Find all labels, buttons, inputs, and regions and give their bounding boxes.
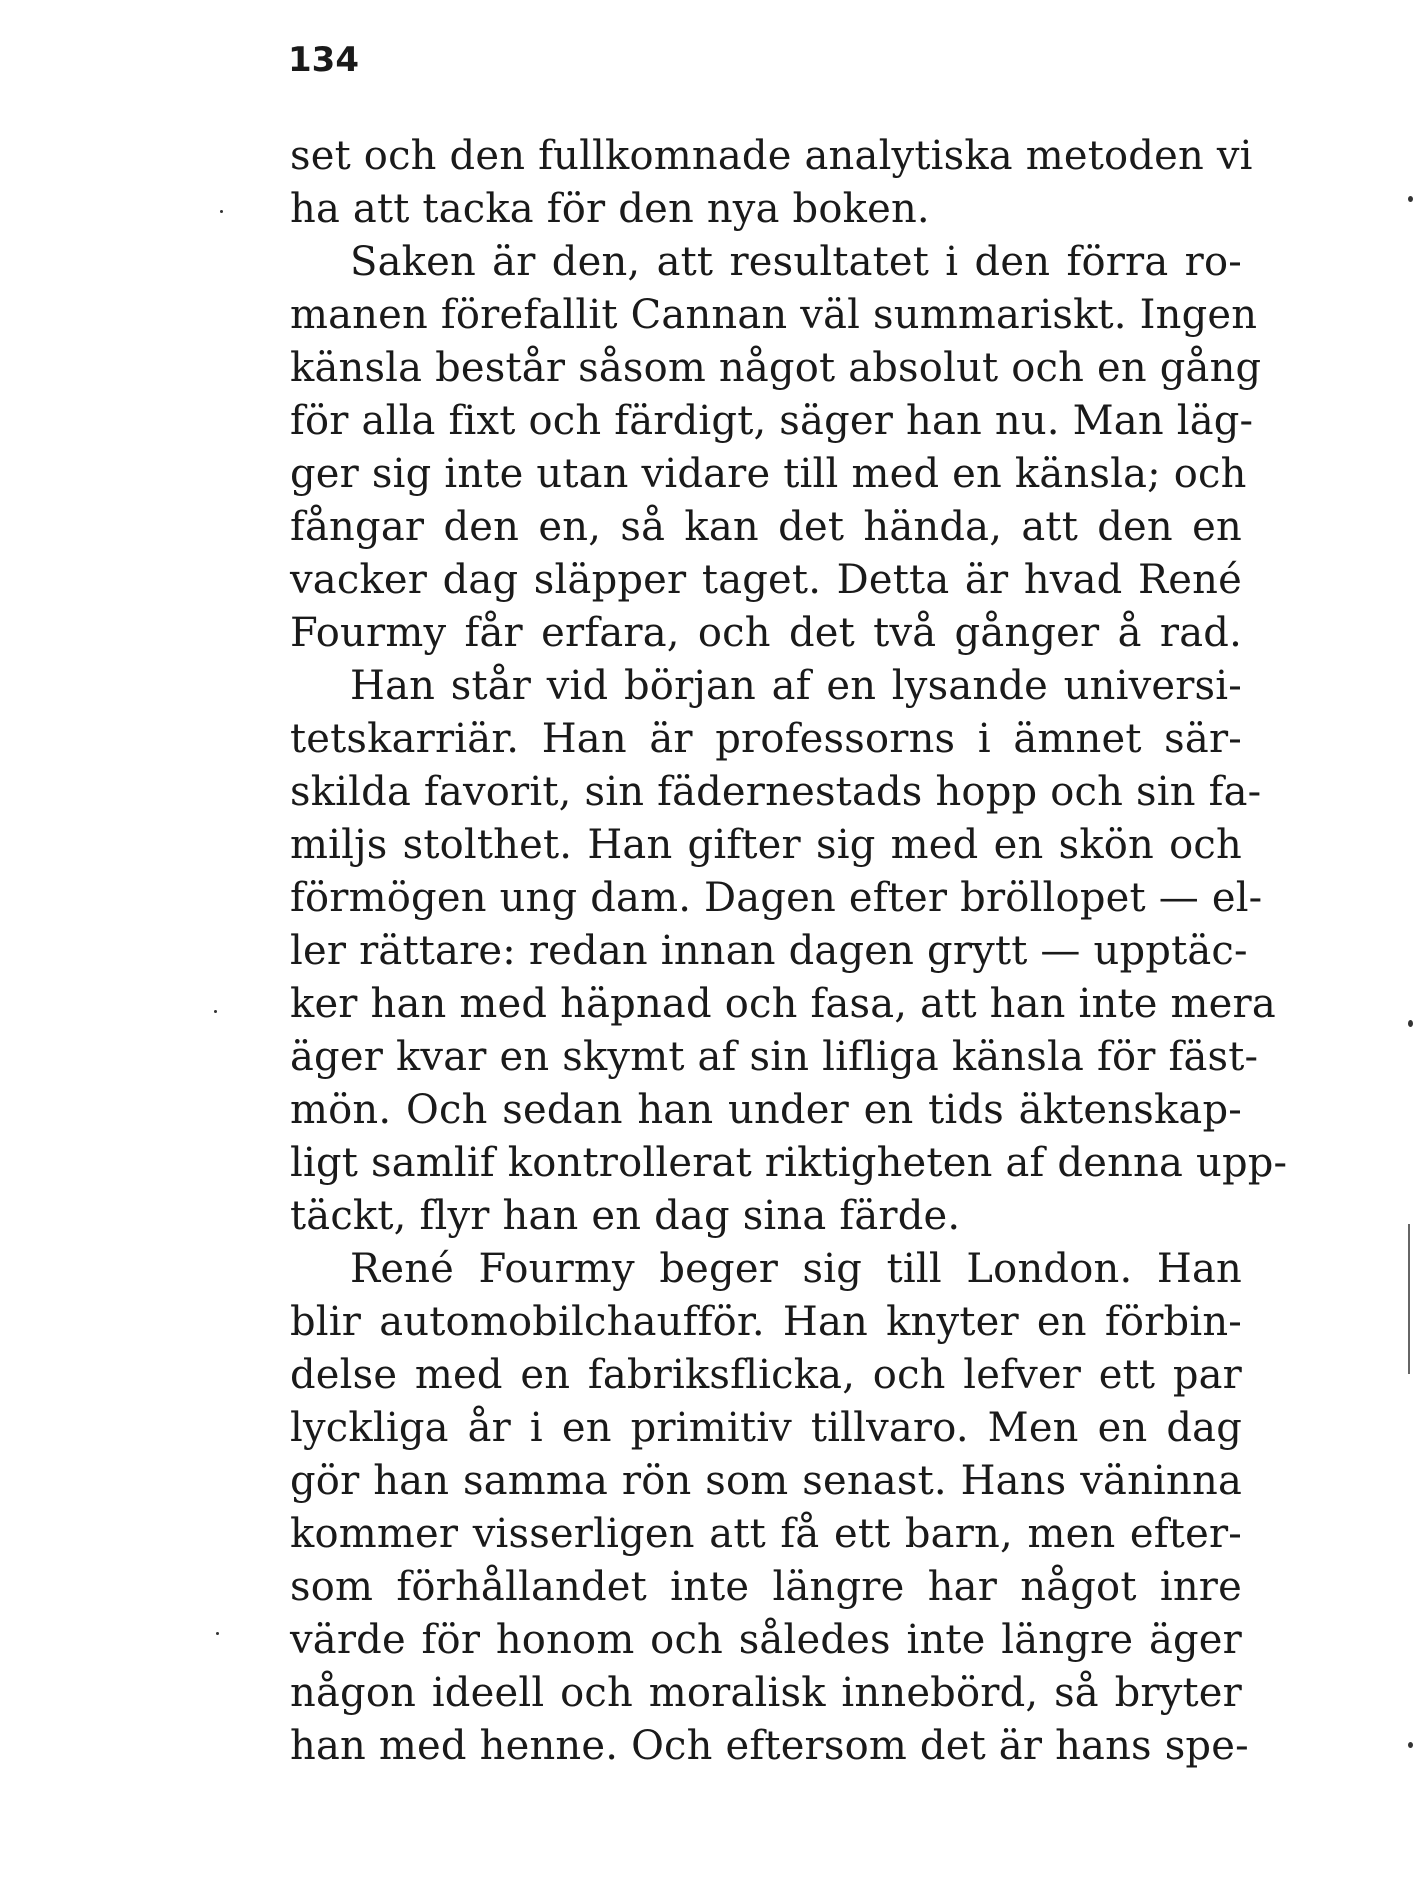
text-line: set och den fullkomnade analytiska metoden vi <box>290 133 1253 179</box>
text-line: äger kvar en skymt af sin lifliga känsla för fäst- <box>290 1034 1259 1080</box>
text-line: delse med en fabriksflicka, och lefver ett par <box>290 1352 1242 1398</box>
text-line: ha att tacka för den nya boken. <box>290 186 930 232</box>
text-line: lyckliga år i en primitiv tillvaro. Men en dag <box>290 1405 1242 1451</box>
scan-speck <box>214 1010 217 1013</box>
paragraph-start-line: René Fourmy beger sig till London. Han <box>350 1246 1242 1292</box>
text-line: gör han samma rön som senast. Hans väninna <box>290 1458 1242 1504</box>
text-line: vacker dag släpper taget. Detta är hvad René <box>290 557 1242 603</box>
text-line: ger sig inte utan vidare till med en känsla; och <box>290 451 1247 497</box>
scan-speck <box>1408 196 1413 202</box>
scan-speck <box>216 1632 219 1635</box>
text-line: tetskarriär. Han är professorns i ämnet sär- <box>290 716 1242 762</box>
scan-speck <box>1408 1742 1413 1748</box>
text-line: blir automobilchaufför. Han knyter en förbin- <box>290 1299 1242 1345</box>
scan-edge-mark <box>1408 1224 1410 1374</box>
text-line: för alla fixt och färdigt, säger han nu. Man läg- <box>290 398 1254 444</box>
text-line: ligt samlif kontrollerat riktigheten af denna upp- <box>290 1140 1288 1186</box>
page-number: 134 <box>288 40 359 80</box>
text-line: täckt, flyr han en dag sina färde. <box>290 1193 961 1239</box>
text-line: förmögen ung dam. Dagen efter bröllopet — el- <box>290 875 1263 921</box>
text-line: han med henne. Och eftersom det är hans spe- <box>290 1723 1249 1769</box>
text-line: miljs stolthet. Han gifter sig med en skön och <box>290 822 1242 868</box>
text-line: manen förefallit Cannan väl summariskt. Ingen <box>290 292 1258 338</box>
text-line: som förhållandet inte längre har något inre <box>290 1564 1242 1610</box>
text-line: känsla består såsom något absolut och en gång <box>290 345 1262 391</box>
body-text <box>290 130 1288 1773</box>
text-line: ler rättare: redan innan dagen grytt — upptäc- <box>290 928 1248 974</box>
text-line: Fourmy får erfara, och det två gånger å rad. <box>290 610 1242 656</box>
text-line: någon ideell och moralisk innebörd, så bryter <box>290 1670 1242 1716</box>
text-line: värde för honom och således inte längre äger <box>290 1617 1242 1663</box>
paragraph-start-line: Saken är den, att resultatet i den förra ro- <box>350 239 1242 285</box>
text-line: kommer visserligen att få ett barn, men efter- <box>290 1511 1242 1557</box>
text-line: skilda favorit, sin fädernestads hopp och sin fa- <box>290 769 1262 815</box>
text-line: ker han med häpnad och fasa, att han inte mera <box>290 981 1276 1027</box>
scan-speck <box>220 210 223 213</box>
paragraph-start-line: Han står vid början af en lysande universi- <box>350 663 1242 709</box>
scan-speck <box>1408 1020 1413 1027</box>
text-line: fångar den en, så kan det hända, att den en <box>290 504 1242 550</box>
text-line: mön. Och sedan han under en tids äktenskap- <box>290 1087 1242 1133</box>
